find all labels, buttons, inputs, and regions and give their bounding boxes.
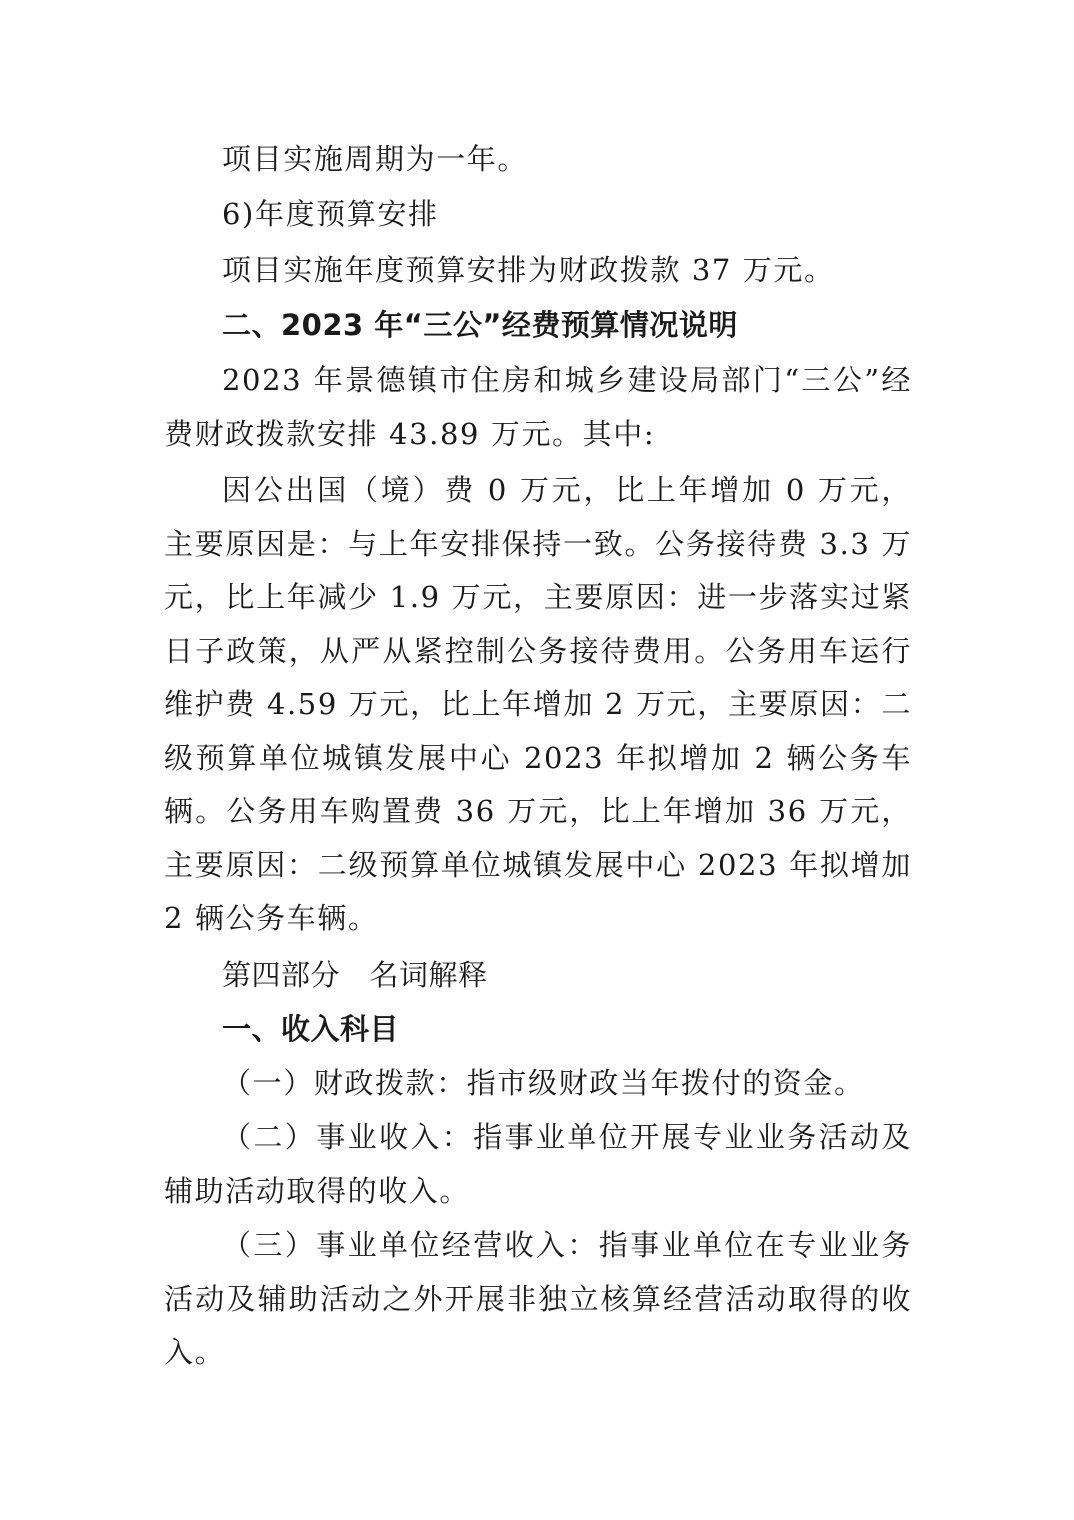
paragraph-project-period: 项目实施周期为一年。 bbox=[222, 142, 529, 176]
paragraph-annual-budget-heading: 6)年度预算安排 bbox=[222, 197, 439, 231]
section-heading-income: 一、收入科目 bbox=[222, 1012, 400, 1046]
paragraph-business-income: （二）事业收入：指事业单位开展专业业务活动及辅助活动取得的收入。 bbox=[164, 1120, 912, 1208]
paragraph-annual-budget: 项目实施年度预算安排为财政拨款 37 万元。 bbox=[222, 253, 835, 287]
paragraph-fiscal-allocation: （一）财政拨款：指市级财政当年拨付的资金。 bbox=[222, 1066, 865, 1100]
section-heading-sangong: 二、2023 年“三公”经费预算情况说明 bbox=[222, 308, 738, 342]
part-four-title: 第四部分 名词解释 bbox=[222, 958, 488, 992]
paragraph-sangong-total: 2023 年景德镇市住房和城乡建设局部门“三公”经费财政拨款安排 43.89 万元。其中: bbox=[164, 363, 912, 451]
paragraph-operating-income: （三）事业单位经营收入：指事业单位在专业业务活动及辅助活动之外开展非独立核算经营活动取得的收入。 bbox=[164, 1228, 912, 1369]
paragraph-sangong-detail: 因公出国（境）费 0 万元，比上年增加 0 万元，主要原因是：与上年安排保持一致。公务接待费 3.3 万元，比上年减少 1.9 万元，主要原因：进一步落实过紧日子政策，从严从紧控制公务接待费用。公务用车运行维护费 4.59 万元，比上年增加 2 万元，主要原因：二级预算单位城镇发展中心 2023 年拟增加 2 辆公务车辆。公务用车购置费 36 万元，比上年增加 36 万元，主要原因：二级预算单位城镇发展中心 2023 年拟增加 2 辆公务车辆。 bbox=[164, 473, 912, 935]
